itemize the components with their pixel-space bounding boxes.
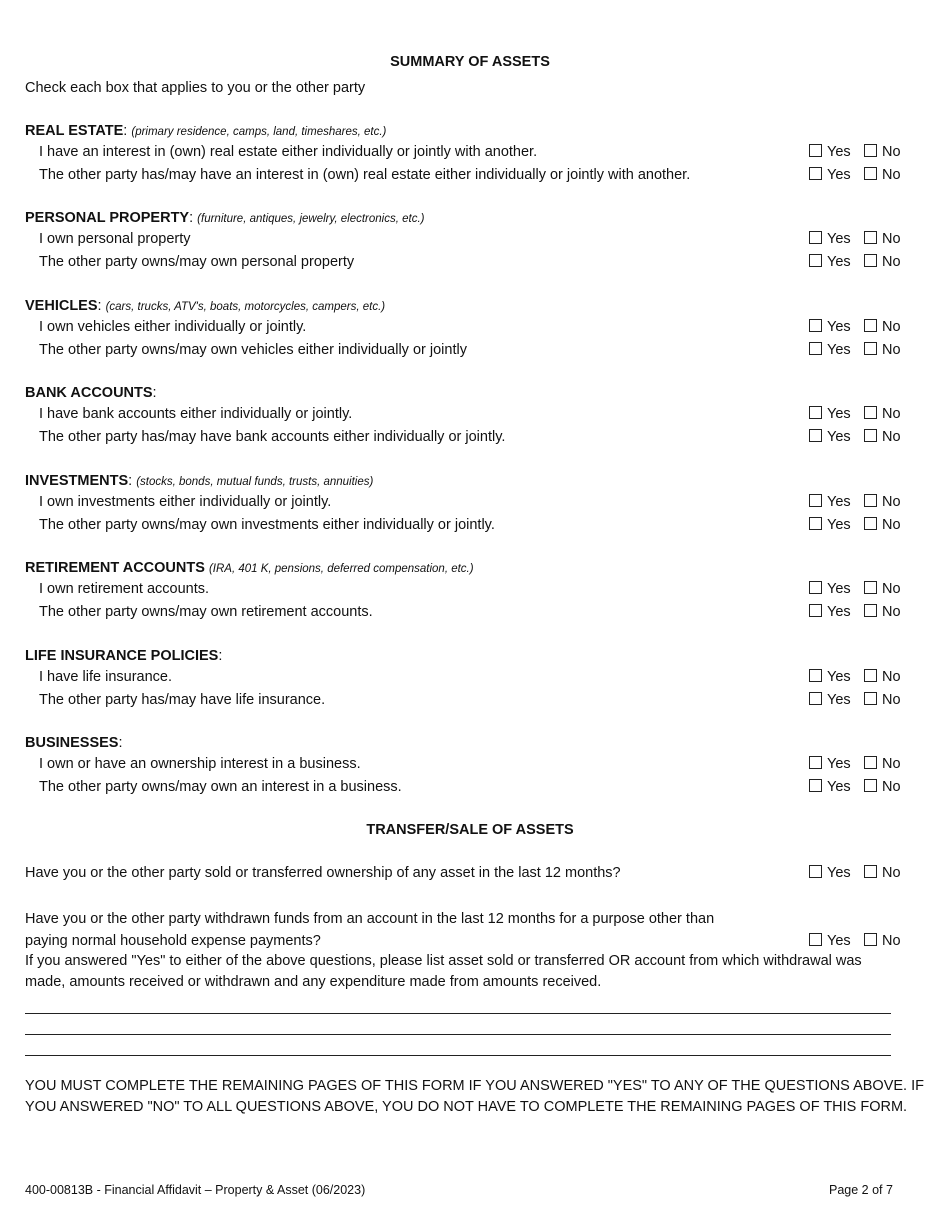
yes-checkbox[interactable]	[809, 581, 822, 594]
section-title: BANK ACCOUNTS	[25, 385, 153, 401]
section-title: VEHICLES	[25, 298, 98, 314]
answer-line[interactable]	[25, 1055, 891, 1056]
no-checkbox[interactable]	[864, 429, 877, 442]
question-text: The other party has/may have life insurance.	[39, 692, 326, 708]
yes-checkbox[interactable]	[809, 167, 822, 180]
yes-checkbox[interactable]	[809, 692, 822, 705]
no-checkbox[interactable]	[864, 231, 877, 244]
no-checkbox[interactable]	[864, 604, 877, 617]
yes-checkbox[interactable]	[809, 517, 822, 530]
question-text: The other party owns/may own an interest in a business.	[39, 779, 402, 795]
no-checkbox[interactable]	[864, 669, 877, 682]
no-label: No	[882, 581, 901, 597]
yes-checkbox[interactable]	[809, 933, 822, 946]
yes-label: Yes	[827, 865, 851, 881]
yes-no-choice	[809, 516, 909, 534]
page-title: SUMMARY OF ASSETS	[390, 54, 550, 70]
no-label: No	[882, 669, 901, 685]
question-text: I have life insurance.	[39, 669, 172, 685]
yes-label: Yes	[827, 581, 851, 597]
no-checkbox[interactable]	[864, 319, 877, 332]
no-label: No	[882, 933, 901, 949]
section-heading	[25, 472, 373, 491]
no-checkbox[interactable]	[864, 517, 877, 530]
question-text: I have an interest in (own) real estate either individually or jointly with another.	[39, 144, 538, 160]
yes-checkbox[interactable]	[809, 865, 822, 878]
transfer-question-1: Have you or the other party sold or transferred ownership of any asset in the last 12 months?	[25, 865, 621, 881]
yes-checkbox[interactable]	[809, 429, 822, 442]
no-checkbox[interactable]	[864, 494, 877, 507]
no-label: No	[882, 429, 901, 445]
yes-label: Yes	[827, 342, 851, 358]
transfer-instruction-line2: made, amounts received or withdrawn and any expenditure made from amounts received.	[25, 974, 602, 990]
section-colon: :	[128, 473, 133, 489]
section-hint: (furniture, antiques, jewelry, electronics, etc.)	[197, 213, 425, 225]
no-label: No	[882, 231, 901, 247]
section-heading	[25, 647, 222, 666]
question-text: I own investments either individually or jointly.	[39, 494, 332, 510]
yes-label: Yes	[827, 604, 851, 620]
yes-label: Yes	[827, 429, 851, 445]
answer-line[interactable]	[25, 1013, 891, 1014]
yes-checkbox[interactable]	[809, 231, 822, 244]
no-checkbox[interactable]	[864, 865, 877, 878]
question-text: The other party owns/may own personal property	[39, 254, 355, 270]
section-heading	[25, 297, 385, 316]
no-label: No	[882, 517, 901, 533]
yes-no-choice	[809, 166, 909, 184]
yes-no-choice	[809, 405, 909, 423]
yes-label: Yes	[827, 756, 851, 772]
section-hint: (IRA, 401 K, pensions, deferred compensation, etc.)	[208, 563, 474, 575]
transfer-question-2-line1: Have you or the other party withdrawn funds from an account in the last 12 months for a purpose other than	[25, 911, 715, 927]
question-text: I own retirement accounts.	[39, 581, 210, 597]
section-colon: :	[123, 123, 128, 139]
question-text: I own vehicles either individually or jointly.	[39, 319, 307, 335]
yes-checkbox[interactable]	[809, 144, 822, 157]
no-checkbox[interactable]	[864, 933, 877, 946]
yes-no-choice	[809, 755, 909, 773]
section-title: BUSINESSES	[25, 735, 119, 751]
section-hint: (stocks, bonds, mutual funds, trusts, annuities)	[136, 476, 374, 488]
yes-label: Yes	[827, 231, 851, 247]
yes-checkbox[interactable]	[809, 494, 822, 507]
yes-label: Yes	[827, 517, 851, 533]
no-label: No	[882, 692, 901, 708]
no-checkbox[interactable]	[864, 167, 877, 180]
yes-no-choice	[809, 143, 909, 161]
yes-checkbox[interactable]	[809, 604, 822, 617]
no-label: No	[882, 167, 901, 183]
section-title: INVESTMENTS	[25, 473, 129, 489]
yes-no-choice	[809, 932, 909, 950]
yes-no-choice	[809, 493, 909, 511]
transfer-question-2-line2: paying normal household expense payments?	[25, 933, 321, 949]
question-text: I have bank accounts either individually or jointly.	[39, 406, 353, 422]
section-heading	[25, 559, 474, 578]
no-checkbox[interactable]	[864, 692, 877, 705]
notice-line2: YOU ANSWERED "NO" TO ALL QUESTIONS ABOVE, YOU DO NOT HAVE TO COMPLETE THE REMAINING PAGES OF THIS FORM.	[25, 1099, 908, 1115]
yes-no-choice	[809, 691, 909, 709]
transfer-instruction-line1: If you answered "Yes" to either of the above questions, please list asset sold or transferred OR account from which withdrawal was	[25, 953, 862, 969]
section-colon: :	[218, 648, 223, 664]
question-text: I own personal property	[39, 231, 191, 247]
notice-line1: YOU MUST COMPLETE THE REMAINING PAGES OF THIS FORM IF YOU ANSWERED "YES" TO ANY OF THE QUESTIONS ABOVE. IF	[25, 1078, 924, 1094]
section-title: REAL ESTATE	[25, 123, 124, 139]
no-label: No	[882, 254, 901, 270]
yes-label: Yes	[827, 669, 851, 685]
instruction-text: Check each box that applies to you or the other party	[25, 80, 366, 96]
yes-no-choice	[809, 318, 909, 336]
yes-no-choice	[809, 428, 909, 446]
section-colon: :	[118, 735, 123, 751]
no-label: No	[882, 756, 901, 772]
no-checkbox[interactable]	[864, 406, 877, 419]
no-label: No	[882, 406, 901, 422]
yes-checkbox[interactable]	[809, 669, 822, 682]
yes-label: Yes	[827, 254, 851, 270]
no-label: No	[882, 604, 901, 620]
question-text: I own or have an ownership interest in a business.	[39, 756, 361, 772]
question-text: The other party has/may have bank accounts either individually or jointly.	[39, 429, 506, 445]
no-checkbox[interactable]	[864, 254, 877, 267]
section-title: LIFE INSURANCE POLICIES	[25, 648, 219, 664]
yes-no-choice	[809, 778, 909, 796]
section-title: PERSONAL PROPERTY	[25, 210, 190, 226]
yes-no-choice	[809, 864, 909, 882]
no-label: No	[882, 865, 901, 881]
section-colon: :	[97, 298, 102, 314]
yes-checkbox[interactable]	[809, 779, 822, 792]
answer-line[interactable]	[25, 1034, 891, 1035]
yes-no-choice	[809, 341, 909, 359]
section-heading	[25, 384, 157, 403]
section-heading	[25, 209, 425, 228]
yes-checkbox[interactable]	[809, 319, 822, 332]
section-hint: (cars, trucks, ATV's, boats, motorcycles, campers, etc.)	[105, 301, 386, 313]
yes-label: Yes	[827, 167, 851, 183]
yes-label: Yes	[827, 144, 851, 160]
yes-no-choice	[809, 230, 909, 248]
section-heading	[25, 734, 123, 753]
yes-checkbox[interactable]	[809, 254, 822, 267]
section-colon: :	[189, 210, 194, 226]
yes-no-choice	[809, 253, 909, 271]
yes-no-choice	[809, 580, 909, 598]
transfer-title: TRANSFER/SALE OF ASSETS	[366, 822, 574, 838]
no-label: No	[882, 319, 901, 335]
yes-label: Yes	[827, 933, 851, 949]
no-checkbox[interactable]	[864, 581, 877, 594]
no-checkbox[interactable]	[864, 756, 877, 769]
no-checkbox[interactable]	[864, 342, 877, 355]
yes-checkbox[interactable]	[809, 756, 822, 769]
yes-label: Yes	[827, 779, 851, 795]
section-title: RETIREMENT ACCOUNTS	[25, 560, 205, 576]
no-label: No	[882, 342, 901, 358]
question-text: The other party owns/may own vehicles either individually or jointly	[39, 342, 467, 358]
question-text: The other party has/may have an interest in (own) real estate either individually or jointly with another.	[39, 167, 691, 183]
yes-no-choice	[809, 668, 909, 686]
no-label: No	[882, 494, 901, 510]
section-heading	[25, 122, 386, 141]
yes-label: Yes	[827, 494, 851, 510]
yes-label: Yes	[827, 692, 851, 708]
form-id: 400-00813B - Financial Affidavit – Property & Asset (06/2023)	[25, 1183, 366, 1197]
section-colon: :	[152, 385, 157, 401]
section-hint: (primary residence, camps, land, timeshares, etc.)	[131, 126, 387, 138]
yes-no-choice	[809, 603, 909, 621]
yes-label: Yes	[827, 319, 851, 335]
question-text: The other party owns/may own investments either individually or jointly.	[39, 517, 495, 533]
yes-checkbox[interactable]	[809, 342, 822, 355]
no-checkbox[interactable]	[864, 144, 877, 157]
yes-label: Yes	[827, 406, 851, 422]
no-label: No	[882, 779, 901, 795]
page-number: Page 2 of 7	[829, 1183, 893, 1197]
no-checkbox[interactable]	[864, 779, 877, 792]
question-text: The other party owns/may own retirement accounts.	[39, 604, 373, 620]
yes-checkbox[interactable]	[809, 406, 822, 419]
no-label: No	[882, 144, 901, 160]
